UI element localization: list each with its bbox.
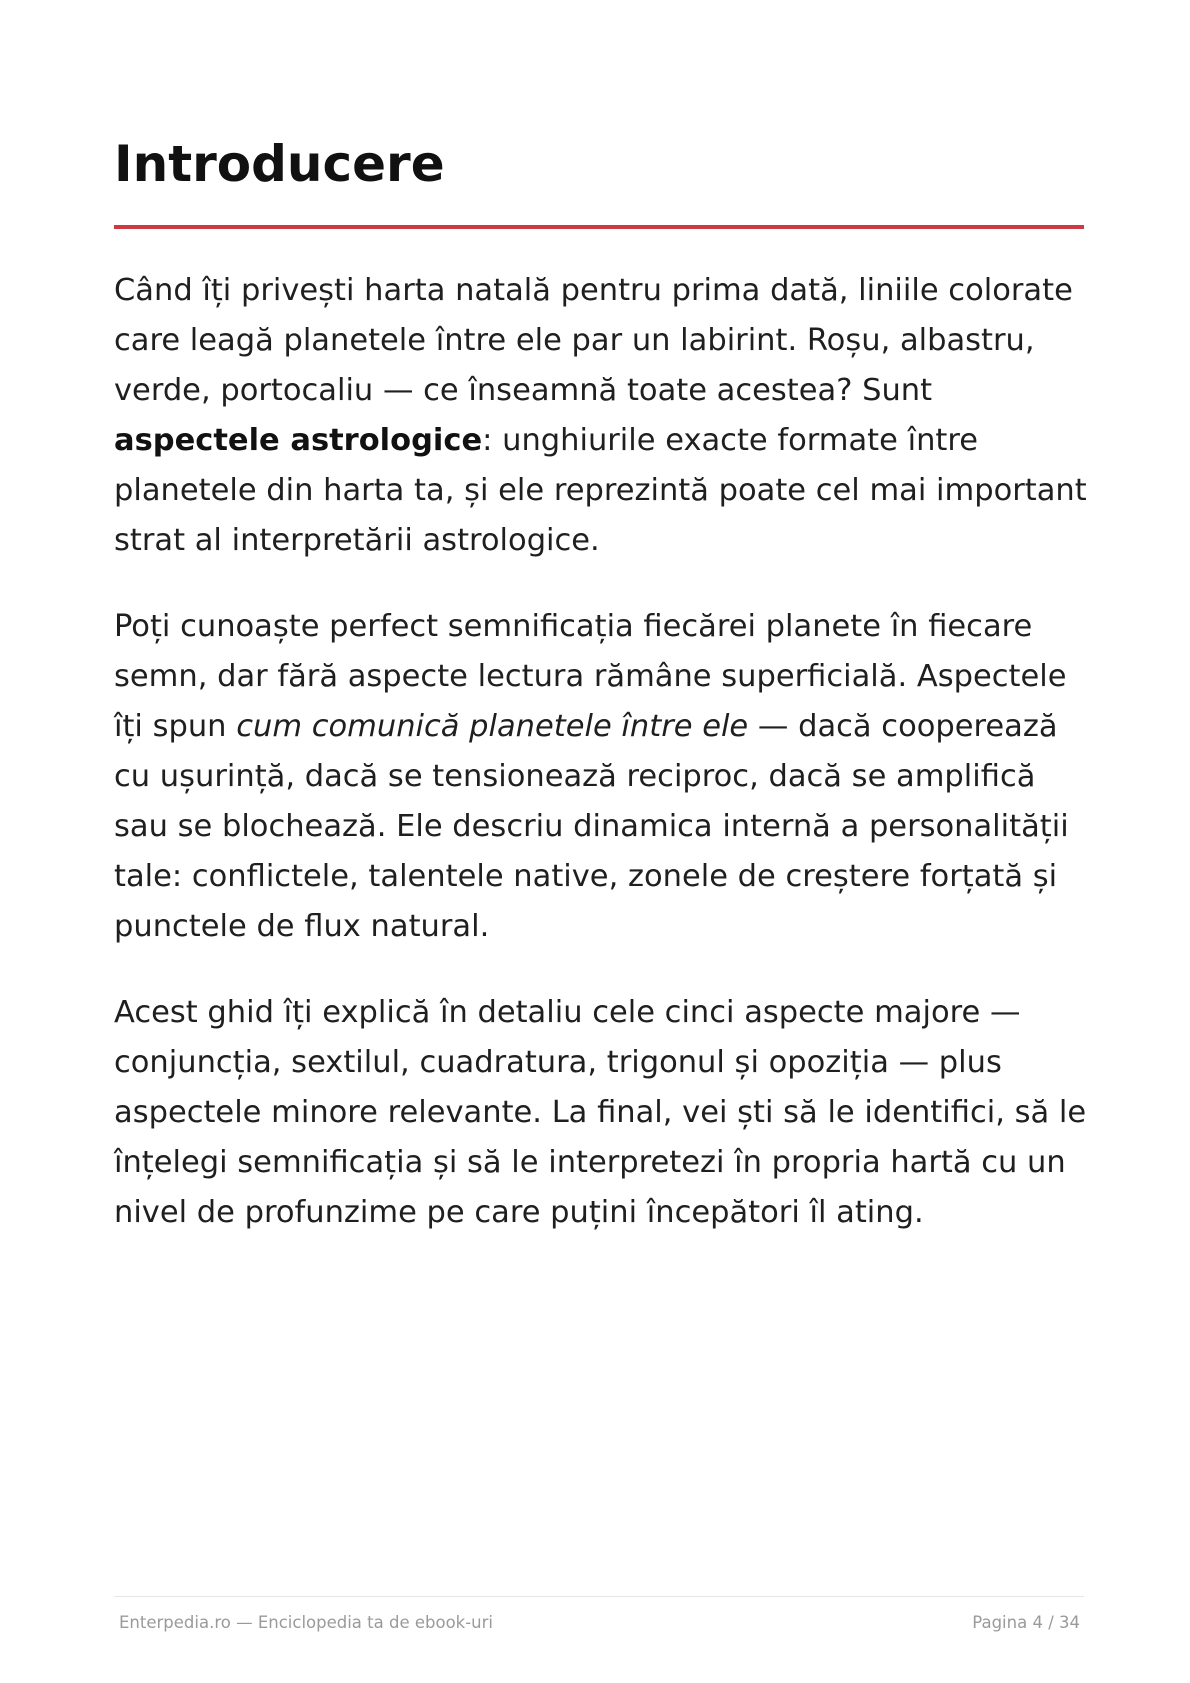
paragraph-2-text-end: — dacă cooperează cu ușurință, dacă se tensionează reciproc, dacă se amplifică sau se blochează. Ele descriu dinamica internă a personalității tale: conflictele, talentele native, zonele de creștere forțată și punctele de flux natural. bbox=[114, 709, 1069, 944]
paragraph-3: Acest ghid îți explică în detaliu cele cinci aspecte majore — conjuncția, sextilul, cuadratura, trigonul și opoziția — plus aspectele minore relevante. La final, vei ști să le identifici, să le înțelegi semnificația și să le interpretezi în propria hartă cu un nivel de profunzime pe care puțini începători îl ating. bbox=[114, 995, 1087, 1230]
paragraph-1-text-end: : unghiurile exacte formate între planetele din harta ta, și ele reprezintă poate cel mai important strat al interpretării astrologice. bbox=[114, 423, 1087, 558]
title-divider bbox=[114, 225, 1084, 229]
page-title: Introducere bbox=[114, 135, 445, 193]
paragraph-1-text-start: Când îți privești harta natală pentru prima dată, liniile colorate care leagă planetele între ele par un labirint. Roșu, albastru, verde, portocaliu — ce înseamnă toate acestea? Sunt bbox=[114, 273, 1073, 408]
paragraph-2-text-start: Poți cunoaște perfect semnificația fiecărei planete în fiecare semn, dar fără aspecte lectura rămâne superficială. Aspectele îți spun bbox=[114, 609, 1067, 744]
paragraph-1 bbox=[114, 266, 1094, 566]
paragraph-1-bold-term: aspectele astrologice bbox=[114, 423, 483, 458]
paragraph-2-italic-phrase: cum comunică planetele între ele bbox=[236, 709, 749, 744]
footer-divider bbox=[114, 1596, 1084, 1597]
footer-page-number: Pagina 4 / 34 bbox=[972, 1613, 1080, 1632]
paragraph-2 bbox=[114, 602, 1094, 952]
body-text bbox=[114, 266, 1094, 1274]
footer-source: Enterpedia.ro — Enciclopedia ta de ebook-uri bbox=[119, 1613, 494, 1632]
